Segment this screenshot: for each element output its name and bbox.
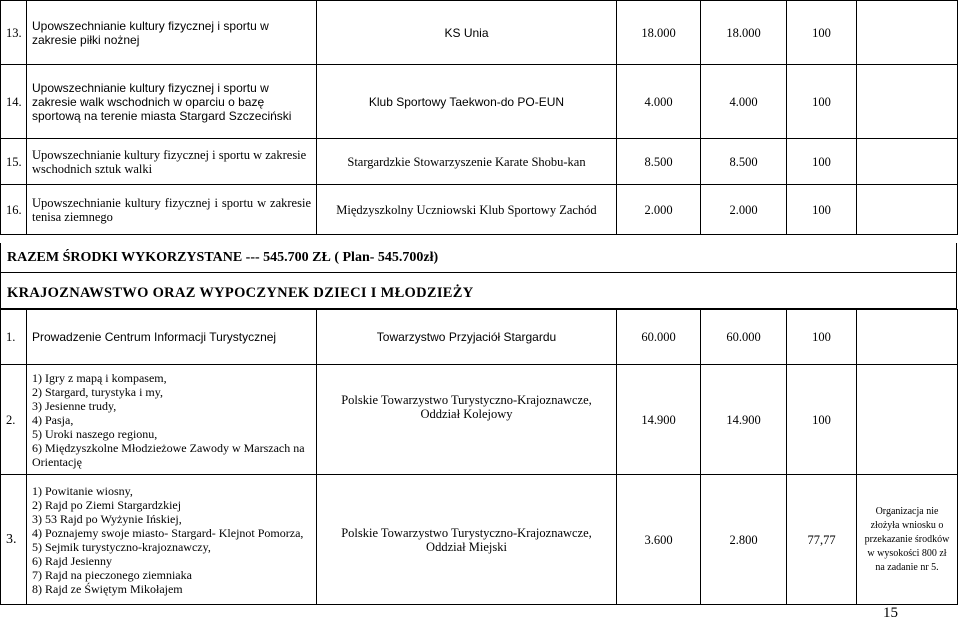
organization-name: Międzyszkolny Uczniowski Klub Sportowy Zachód xyxy=(317,185,617,235)
list-item: 4) Pasja, xyxy=(32,412,74,427)
task-list xyxy=(27,475,317,605)
table-row xyxy=(1,475,958,605)
list-item: 2) Stargard, turystyka i my, xyxy=(32,384,163,399)
list-item: 8) Rajd ze Świętym Mikołajem xyxy=(32,581,183,596)
notes-cell xyxy=(857,139,958,185)
percent-value: 77,77 xyxy=(787,475,857,605)
list-item: 3) 53 Rajd po Wyżynie Ińskiej, xyxy=(32,511,182,526)
plan-amount: 18.000 xyxy=(617,1,701,65)
notes-cell xyxy=(857,365,958,475)
percent-value: 100 xyxy=(787,310,857,365)
list-item: 7) Rajd na pieczonego ziemniaka xyxy=(32,567,192,582)
used-amount: 18.000 xyxy=(701,1,787,65)
list-item: 6) Rajd Jesienny xyxy=(32,553,112,568)
organization-name xyxy=(317,475,617,605)
table-row xyxy=(1,310,958,365)
task-list xyxy=(27,365,317,475)
task-description: Upowszechnianie kultury fizycznej i sportu w zakresie walk wschodnich w oparciu o bazę sportową na terenie miasta Stargard Szczeciński xyxy=(27,65,317,139)
organization-name: Klub Sportowy Taekwon-do PO-EUN xyxy=(317,65,617,139)
section-title: KRAJOZNAWSTWO ORAZ WYPOCZYNEK DZIECI I MŁODZIEŻY xyxy=(7,285,474,301)
organization-name xyxy=(317,365,617,475)
used-amount: 60.000 xyxy=(701,310,787,365)
organization-line: Polskie Towarzystwo Turystyczno-Krajoznawcze, xyxy=(341,393,592,407)
note-text: Organizacja nie złożyła wniosku o przekazanie środków w wysokości 800 zł na zadanie nr 5. xyxy=(857,475,958,605)
row-number: 3. xyxy=(1,475,27,605)
organization-branch: Oddział Kolejowy xyxy=(420,407,513,421)
used-amount: 14.900 xyxy=(701,365,787,475)
row-number: 15. xyxy=(1,139,27,185)
plan-amount: 4.000 xyxy=(617,65,701,139)
plan-amount: 8.500 xyxy=(617,139,701,185)
row-number: 1. xyxy=(1,310,27,365)
row-number: 13. xyxy=(1,1,27,65)
notes-cell xyxy=(857,65,958,139)
percent-value: 100 xyxy=(787,65,857,139)
list-item: 5) Sejmik turystyczno-krajoznawczy, xyxy=(32,539,211,554)
table-row xyxy=(1,65,958,139)
list-item: 1) Powitanie wiosny, xyxy=(32,483,133,498)
percent-value: 100 xyxy=(787,1,857,65)
organization-name: Towarzystwo Przyjaciół Stargardu xyxy=(317,310,617,365)
list-item: 3) Jesienne trudy, xyxy=(32,398,117,413)
percent-value: 100 xyxy=(787,139,857,185)
used-amount: 8.500 xyxy=(701,139,787,185)
plan-amount: 60.000 xyxy=(617,310,701,365)
used-amount: 4.000 xyxy=(701,65,787,139)
list-item: 2) Rajd po Ziemi Stargardzkiej xyxy=(32,497,182,512)
list-item: 5) Uroki naszego regionu, xyxy=(32,426,158,441)
table-row xyxy=(1,185,958,235)
section-heading-row xyxy=(0,273,957,309)
notes-cell xyxy=(857,185,958,235)
organization-line: Polskie Towarzystwo Turystyczno-Krajoznawcze, xyxy=(341,525,592,540)
percent-value: 100 xyxy=(787,365,857,475)
task-description: Upowszechnianie kultury fizycznej i sportu w zakresie piłki nożnej xyxy=(27,1,317,65)
organization-name: KS Unia xyxy=(317,1,617,65)
organization-name: Stargardzkie Stowarzyszenie Karate Shobu-kan xyxy=(317,139,617,185)
notes-cell xyxy=(857,1,958,65)
row-number: 2. xyxy=(1,365,27,475)
notes-cell xyxy=(857,310,958,365)
sport-tasks-table xyxy=(0,0,958,235)
table-row xyxy=(1,365,958,475)
table-row xyxy=(1,1,958,65)
row-number: 14. xyxy=(1,65,27,139)
row-number: 16. xyxy=(1,185,27,235)
used-amount: 2.000 xyxy=(701,185,787,235)
plan-amount: 2.000 xyxy=(617,185,701,235)
tourism-tasks-table xyxy=(0,309,958,605)
summary-row xyxy=(0,243,957,273)
used-amount: 2.800 xyxy=(701,475,787,605)
task-description: Upowszechnianie kultury fizycznej i sportu w zakresie wschodnich sztuk walki xyxy=(27,139,317,185)
list-item: 6) Międzyszkolne Młodzieżowe Zawody w Marszach na Orientację xyxy=(32,440,305,469)
list-item: 1) Igry z mapą i kompasem, xyxy=(32,370,167,385)
organization-branch: Oddział Miejski xyxy=(426,539,507,554)
table-row xyxy=(1,139,958,185)
task-description: Upowszechnianie kultury fizycznej i sportu w zakresie tenisa ziemnego xyxy=(27,185,317,235)
plan-amount: 3.600 xyxy=(617,475,701,605)
list-item: 4) Poznajemy swoje miasto- Stargard- Klejnot Pomorza, xyxy=(32,525,304,540)
summary-text: RAZEM ŚRODKI WYKORZYSTANE --- 545.700 ZŁ ( Plan- 545.700zł) xyxy=(7,250,439,265)
task-description: Prowadzenie Centrum Informacji Turystycznej xyxy=(27,310,317,365)
percent-value: 100 xyxy=(787,185,857,235)
page-number: 15 xyxy=(883,605,898,621)
plan-amount: 14.900 xyxy=(617,365,701,475)
